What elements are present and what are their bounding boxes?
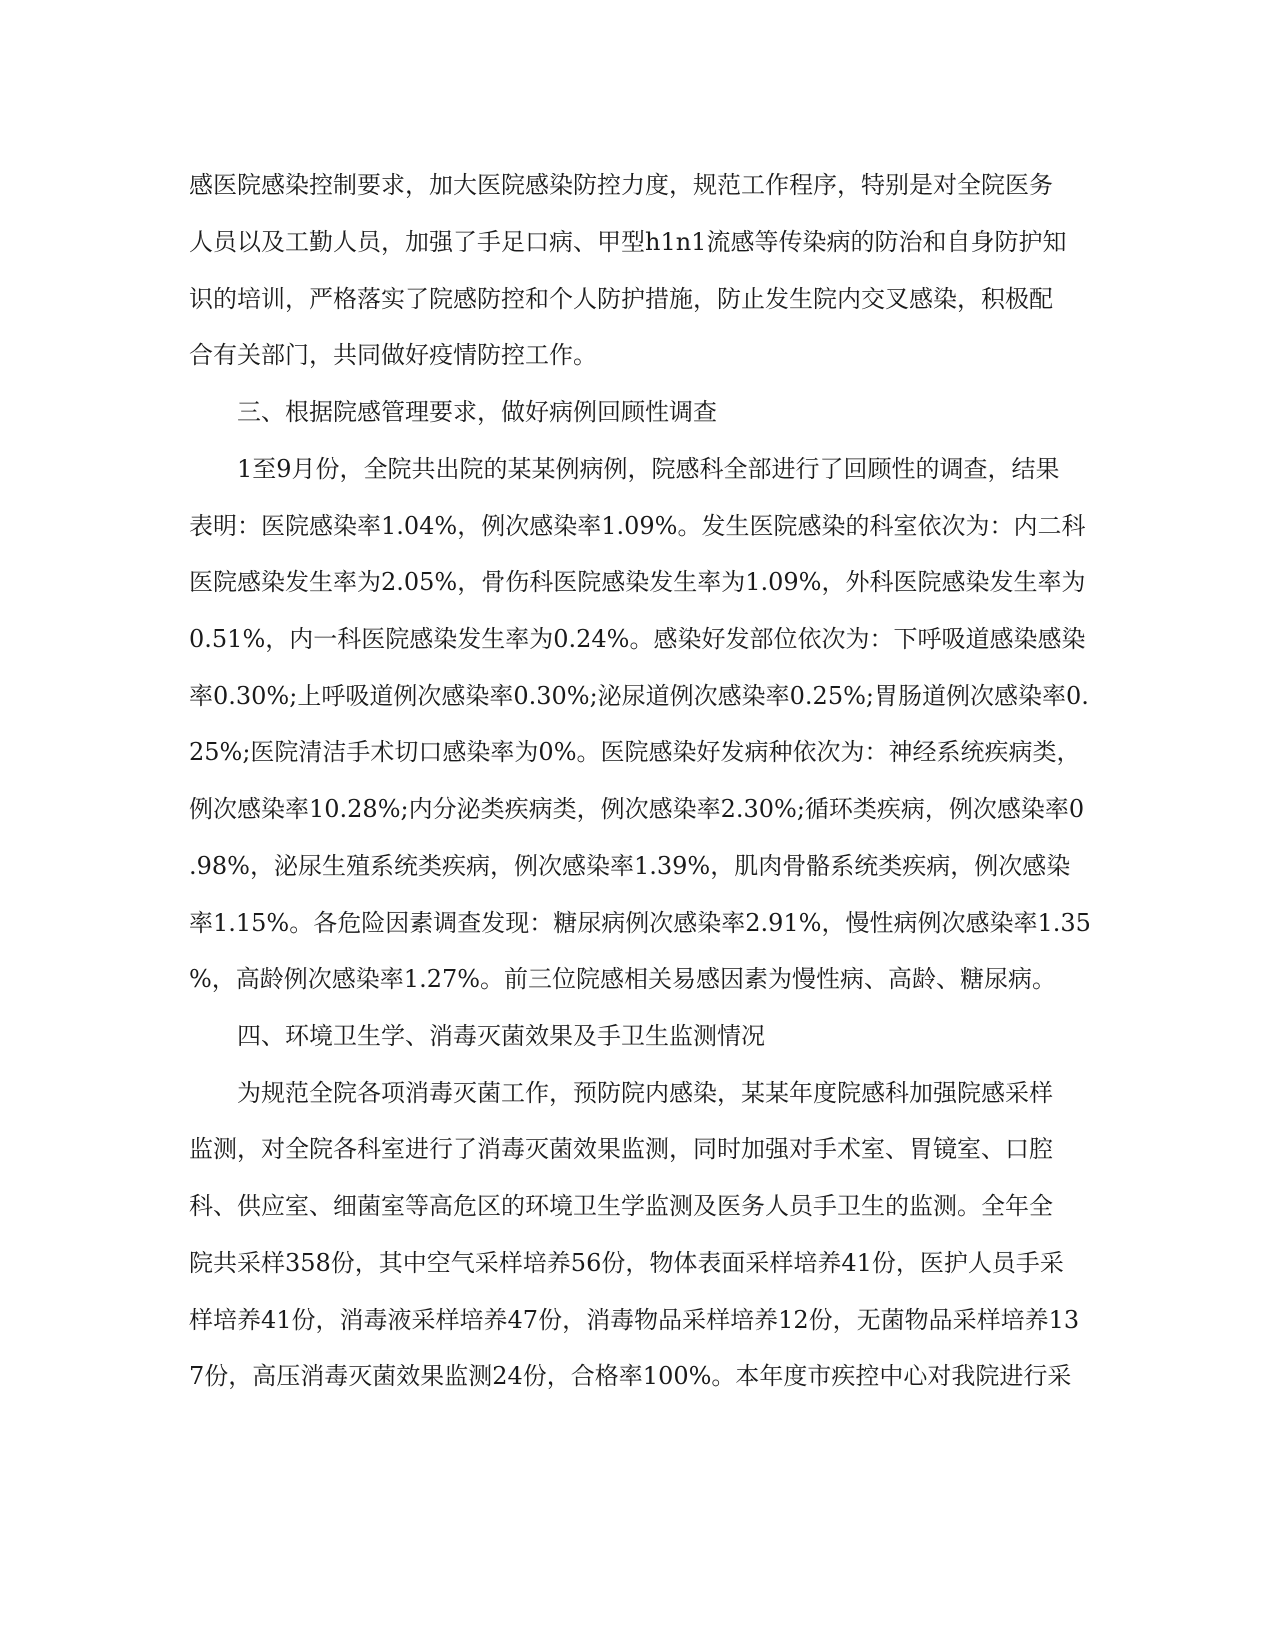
text-line: 为规范全院各项消毒灭菌工作，预防院内感染，某某年度院感科加强院感采样 — [189, 1079, 1053, 1107]
text-line: 7份，高压消毒灭菌效果监测24份，合格率100%。本年度市疾控中心对我院进行采 — [189, 1362, 1072, 1390]
section-heading: 四、环境卫生学、消毒灭菌效果及手卫生监测情况 — [189, 1022, 765, 1050]
section-heading: 三、根据院感管理要求，做好病例回顾性调查 — [189, 398, 717, 426]
text-line: 感医院感染控制要求，加大医院感染防控力度，规范工作程序，特别是对全院医务 — [189, 171, 1053, 199]
text-line: 院共采样358份，其中空气采样培养56份，物体表面采样培养41份，医护人员手采 — [189, 1249, 1064, 1277]
text-line: 率1.15%。各危险因素调查发现：糖尿病例次感染率2.91%，慢性病例次感染率1.35 — [189, 909, 1091, 937]
text-line: 医院感染发生率为2.05%，骨伤科医院感染发生率为1.09%，外科医院感染发生率为 — [189, 568, 1086, 596]
text-line: 监测，对全院各科室进行了消毒灭菌效果监测，同时加强对手术室、胃镜室、口腔 — [189, 1135, 1053, 1163]
text-line: 人员以及工勤人员，加强了手足口病、甲型h1n1流感等传染病的防治和自身防护知 — [189, 228, 1067, 256]
text-line: %，高龄例次感染率1.27%。前三位院感相关易感因素为慢性病、高龄、糖尿病。 — [189, 965, 1057, 993]
text-line: .98%，泌尿生殖系统类疾病，例次感染率1.39%，肌肉骨骼系统类疾病，例次感染 — [189, 852, 1071, 880]
text-line: 0.51%，内一科医院感染发生率为0.24%。感染好发部位依次为：下呼吸道感染感染 — [189, 625, 1086, 653]
text-line: 科、供应室、细菌室等高危区的环境卫生学监测及医务人员手卫生的监测。全年全 — [189, 1192, 1053, 1220]
text-line: 25%;医院清洁手术切口感染率为0%。医院感染好发病种依次为：神经系统疾病类， — [189, 738, 1081, 766]
text-line: 识的培训，严格落实了院感防控和个人防护措施，防止发生院内交叉感染，积极配 — [189, 285, 1053, 313]
text-line: 1至9月份，全院共出院的某某例病例，院感科全部进行了回顾性的调查，结果 — [189, 455, 1060, 483]
text-line: 例次感染率10.28%;内分泌类疾病类，例次感染率2.30%;循环类疾病，例次感染率0 — [189, 795, 1085, 823]
text-line: 样培养41份，消毒液采样培养47份，消毒物品采样培养12份，无菌物品采样培养13 — [189, 1306, 1080, 1334]
text-line: 合有关部门，共同做好疫情防控工作。 — [189, 341, 597, 369]
text-line: 表明：医院感染率1.04%，例次感染率1.09%。发生医院感染的科室依次为：内二科 — [189, 512, 1086, 540]
text-line: 率0.30%;上呼吸道例次感染率0.30%;泌尿道例次感染率0.25%;胃肠道例次感染率0. — [189, 682, 1089, 710]
